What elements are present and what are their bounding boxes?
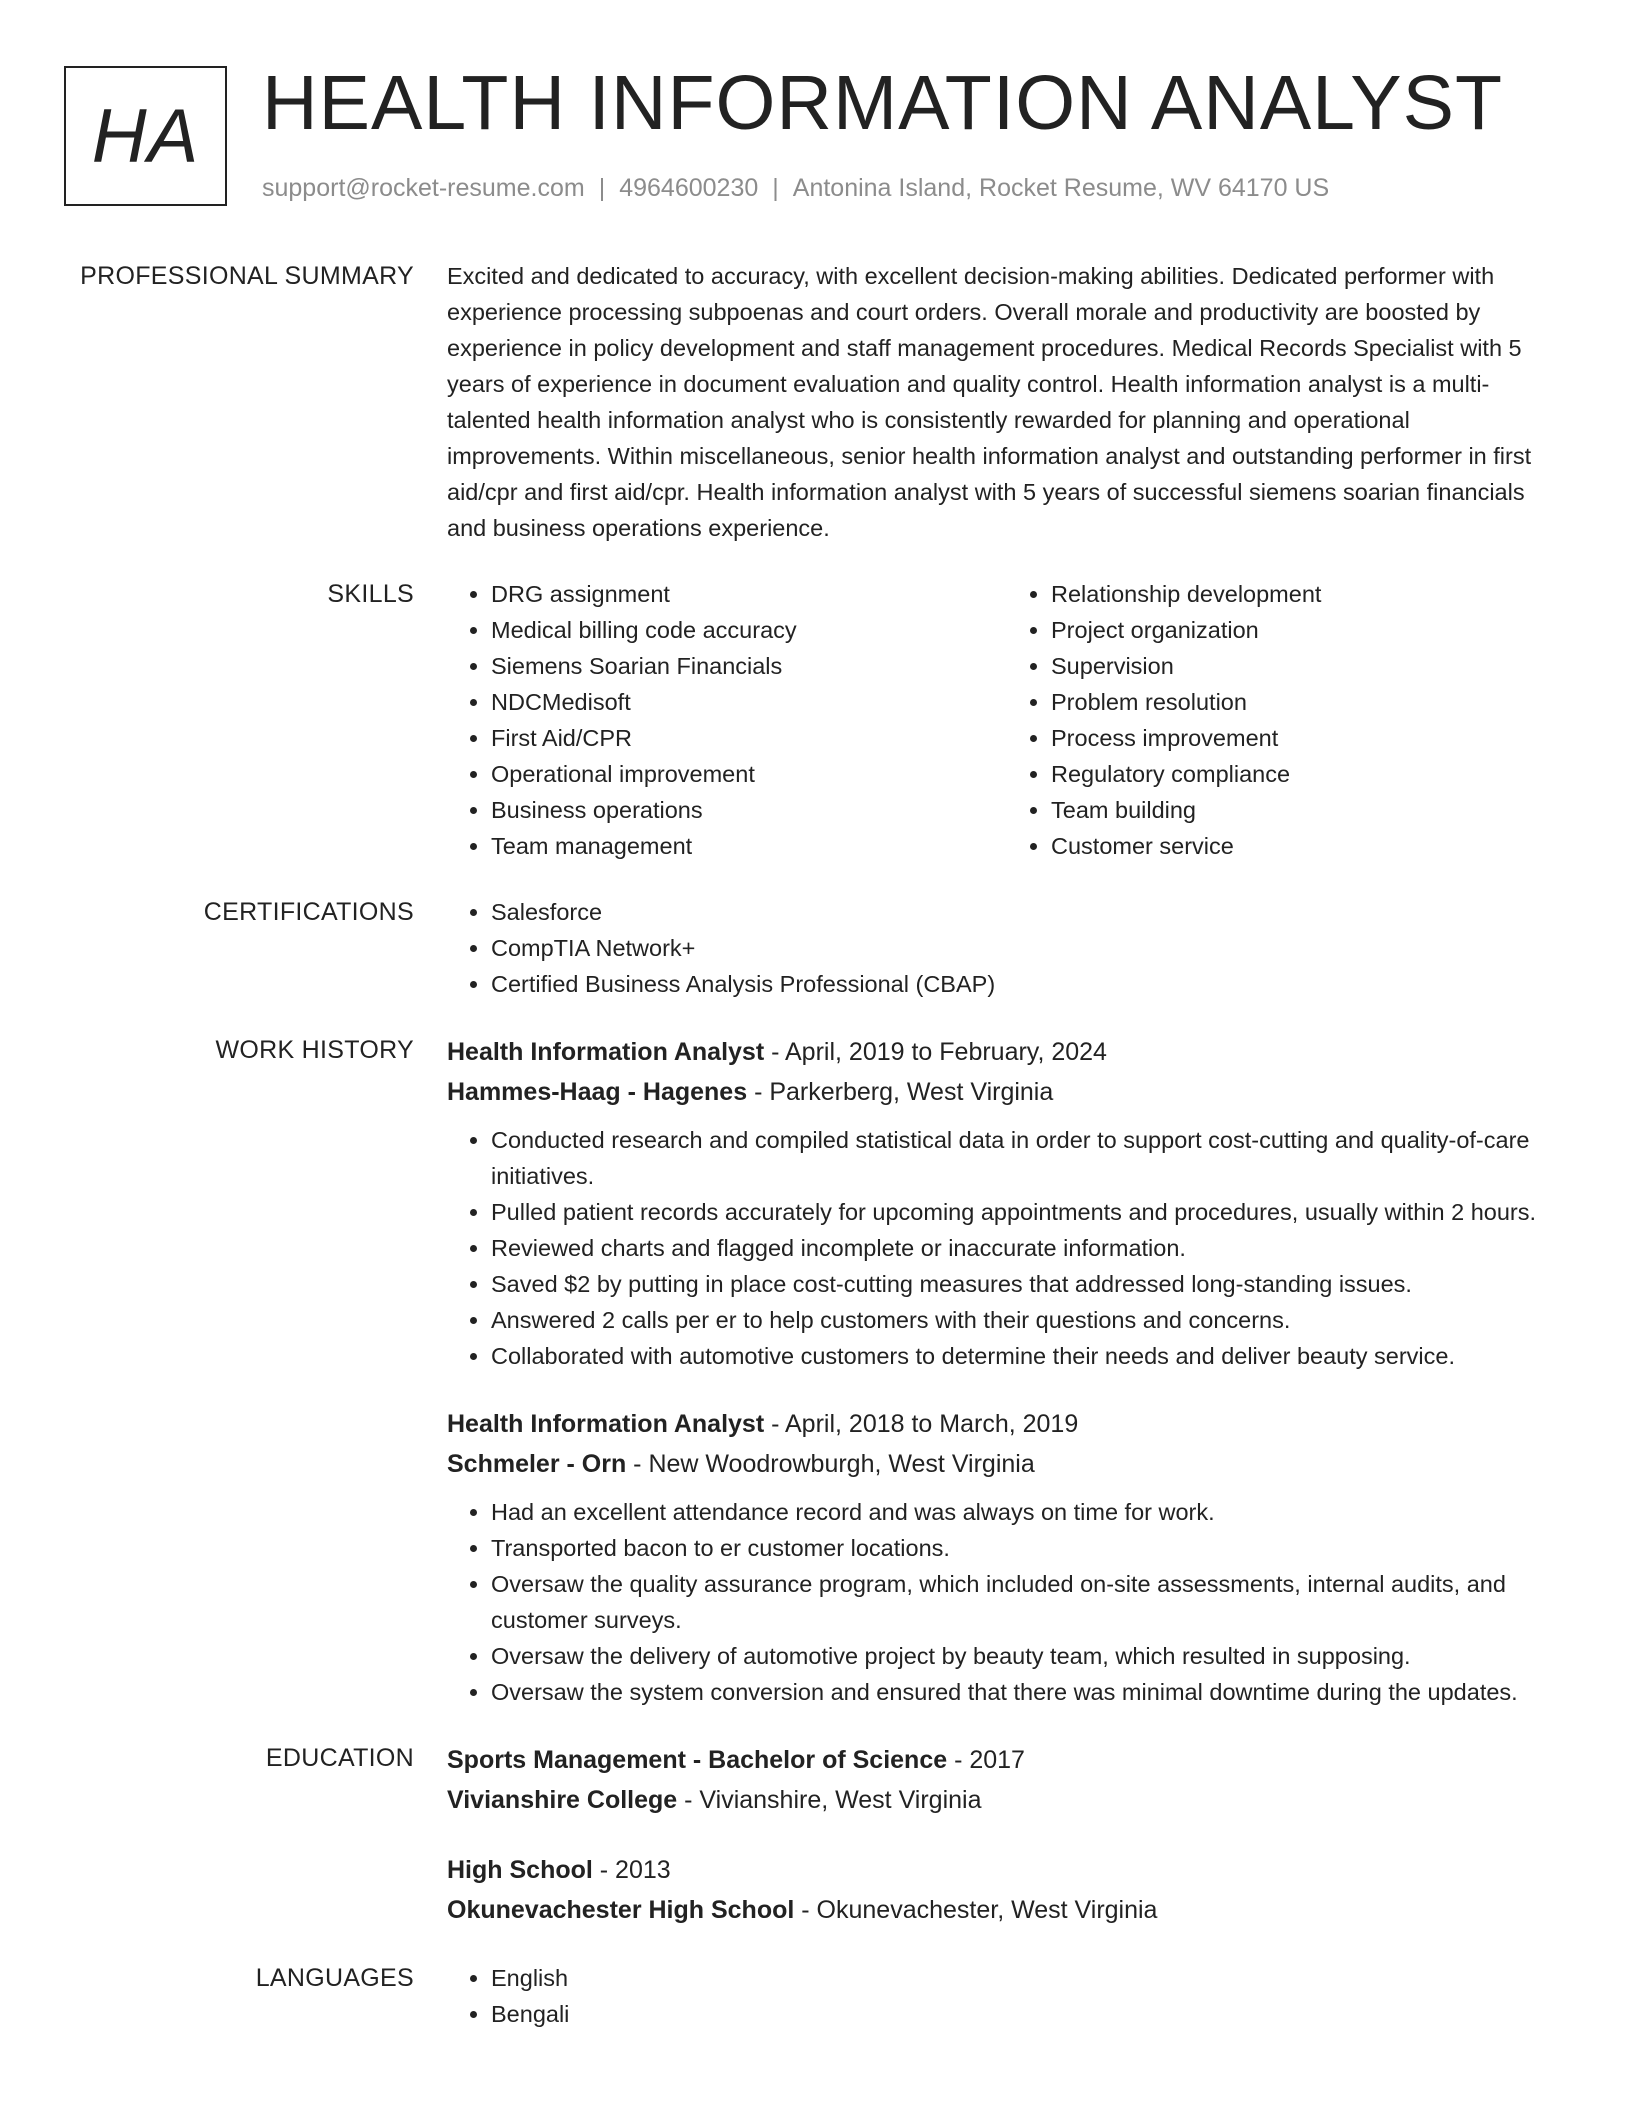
skills-right-list: [1007, 576, 1567, 864]
skill-item: • DRG assignment: [491, 576, 1007, 612]
section-body: [447, 258, 1567, 546]
education-degree: Sports Management - Bachelor of Science: [447, 1746, 948, 1774]
job-bullet: • Conducted research and compiled statistical data in order to support cost-cutting and quality-of-care initiatives.: [491, 1122, 1567, 1194]
monogram-text: HA: [91, 93, 200, 179]
job-company-line: [447, 1444, 1567, 1484]
education-location: - Okunevachester, West Virginia: [794, 1896, 1158, 1924]
job-bullet: • Oversaw the quality assurance program, which included on-site assessments, internal audits, and customer surveys.: [491, 1566, 1567, 1638]
job-bullets: [447, 1494, 1567, 1710]
contact-line: [262, 174, 1329, 203]
skill-item: • NDCMedisoft: [491, 684, 1007, 720]
section-title: LANGUAGES: [255, 1964, 414, 1992]
job-role: Health Information Analyst: [447, 1410, 765, 1438]
job-entry: [447, 1404, 1567, 1710]
education-entry: [447, 1740, 1567, 1820]
job-bullets: [447, 1122, 1567, 1374]
education-school-line: [447, 1890, 1567, 1930]
education-location: - Vivianshire, West Virginia: [677, 1786, 982, 1814]
job-role: Health Information Analyst: [447, 1038, 765, 1066]
skill-item: • Process improvement: [1051, 720, 1567, 756]
contact-address: Antonina Island, Rocket Resume, WV 64170 US: [792, 174, 1330, 202]
job-location: - New Woodrowburgh, West Virginia: [626, 1450, 1035, 1478]
summary-text: Excited and dedicated to accuracy, with excellent decision-making abilities. Dedicated performer with experience processing subpoenas and court orders. Overall morale and productivity are boosted by experience in policy development and staff management procedures. Medical Records Specialist with 5 years of experience in document evaluation and quality control. Health information analyst is a multi-talented health information analyst who is consistently rewarded for planning and operational improvements. Within miscellaneous, senior health information analyst and outstanding performer in first aid/cpr and first aid/cpr. Health information analyst with 5 years of successful siemens soarian financials and business operations experience.: [447, 263, 1532, 541]
resume-title: HEALTH INFORMATION ANALYST: [262, 60, 1504, 146]
education-degree-line: [447, 1850, 1567, 1890]
certification-item: • Certified Business Analysis Professional (CBAP): [491, 966, 1567, 1002]
education-school: Okunevachester High School: [447, 1896, 795, 1924]
education-degree: High School: [447, 1856, 593, 1884]
certification-item: • CompTIA Network+: [491, 930, 1567, 966]
resume-sections: [0, 258, 1632, 2062]
education-school-line: [447, 1780, 1567, 1820]
job-bullet: • Saved $2 by putting in place cost-cutting measures that addressed long-standing issues.: [491, 1266, 1567, 1302]
job-dates: - April, 2019 to February, 2024: [764, 1038, 1107, 1066]
section-title: WORK HISTORY: [215, 1036, 414, 1064]
job-company-line: [447, 1072, 1567, 1112]
skill-item: • Customer service: [1051, 828, 1567, 864]
skill-item: • Team management: [491, 828, 1007, 864]
job-dates: - April, 2018 to March, 2019: [764, 1410, 1079, 1438]
skill-item: • Regulatory compliance: [1051, 756, 1567, 792]
job-bullet: • Answered 2 calls per er to help customers with their questions and concerns.: [491, 1302, 1567, 1338]
section-body: [447, 1032, 1567, 1710]
skill-item: • Business operations: [491, 792, 1007, 828]
job-bullet: • Had an excellent attendance record and was always on time for work.: [491, 1494, 1567, 1530]
section-body: [447, 1960, 1567, 2032]
monogram-logo: [64, 66, 227, 206]
section-education: [0, 1740, 1632, 1930]
education-degree-line: [447, 1740, 1567, 1780]
skill-item: • Operational improvement: [491, 756, 1007, 792]
skill-item: • Problem resolution: [1051, 684, 1567, 720]
contact-email: support@rocket-resume.com: [262, 174, 585, 202]
education-school: Vivianshire College: [447, 1786, 678, 1814]
job-bullet: • Collaborated with automotive customers to determine their needs and deliver beauty service.: [491, 1338, 1567, 1374]
skills-left-list: [447, 576, 1007, 864]
skill-item: • Supervision: [1051, 648, 1567, 684]
job-bullet: • Transported bacon to er customer locations.: [491, 1530, 1567, 1566]
section-skills: [0, 576, 1632, 864]
certification-item: • Salesforce: [491, 894, 1567, 930]
contact-phone: 4964600230: [619, 174, 759, 202]
section-title: PROFESSIONAL SUMMARY: [80, 262, 414, 290]
section-title: CERTIFICATIONS: [203, 898, 414, 926]
job-role-line: [447, 1032, 1567, 1072]
skill-item: • Siemens Soarian Financials: [491, 648, 1007, 684]
education-year: - 2013: [592, 1856, 671, 1884]
language-item: • English: [491, 1960, 1567, 1996]
section-body: [447, 894, 1567, 1002]
certifications-list: [447, 894, 1567, 1002]
job-bullet: • Oversaw the system conversion and ensured that there was minimal downtime during the updates.: [491, 1674, 1567, 1710]
job-company: Schmeler - Orn: [447, 1450, 627, 1478]
section-body: [447, 1740, 1567, 1930]
job-bullet: • Oversaw the delivery of automotive project by beauty team, which resulted in supposing.: [491, 1638, 1567, 1674]
section-languages: [0, 1960, 1632, 2032]
skill-item: • First Aid/CPR: [491, 720, 1007, 756]
education-year: - 2017: [947, 1746, 1025, 1774]
section-professional-summary: [0, 258, 1632, 546]
language-item: • Bengali: [491, 1996, 1567, 2032]
skill-item: • Medical billing code accuracy: [491, 612, 1007, 648]
section-title: SKILLS: [327, 580, 414, 608]
job-role-line: [447, 1404, 1567, 1444]
languages-list: [447, 1960, 1567, 2032]
contact-separator: |: [772, 174, 779, 202]
skill-item: • Project organization: [1051, 612, 1567, 648]
skill-item: • Team building: [1051, 792, 1567, 828]
section-title: EDUCATION: [265, 1744, 414, 1772]
job-location: - Parkerberg, West Virginia: [747, 1078, 1054, 1106]
education-entry: [447, 1850, 1567, 1930]
contact-separator: |: [598, 174, 606, 202]
job-entry: [447, 1032, 1567, 1374]
section-work-history: [0, 1032, 1632, 1710]
skill-item: • Relationship development: [1051, 576, 1567, 612]
job-bullet: • Pulled patient records accurately for upcoming appointments and procedures, usually within 2 hours.: [491, 1194, 1567, 1230]
skills-grid: [447, 576, 1567, 864]
section-certifications: [0, 894, 1632, 1002]
job-company: Hammes-Haag - Hagenes: [447, 1078, 748, 1106]
job-bullet: • Reviewed charts and flagged incomplete or inaccurate information.: [491, 1230, 1567, 1266]
